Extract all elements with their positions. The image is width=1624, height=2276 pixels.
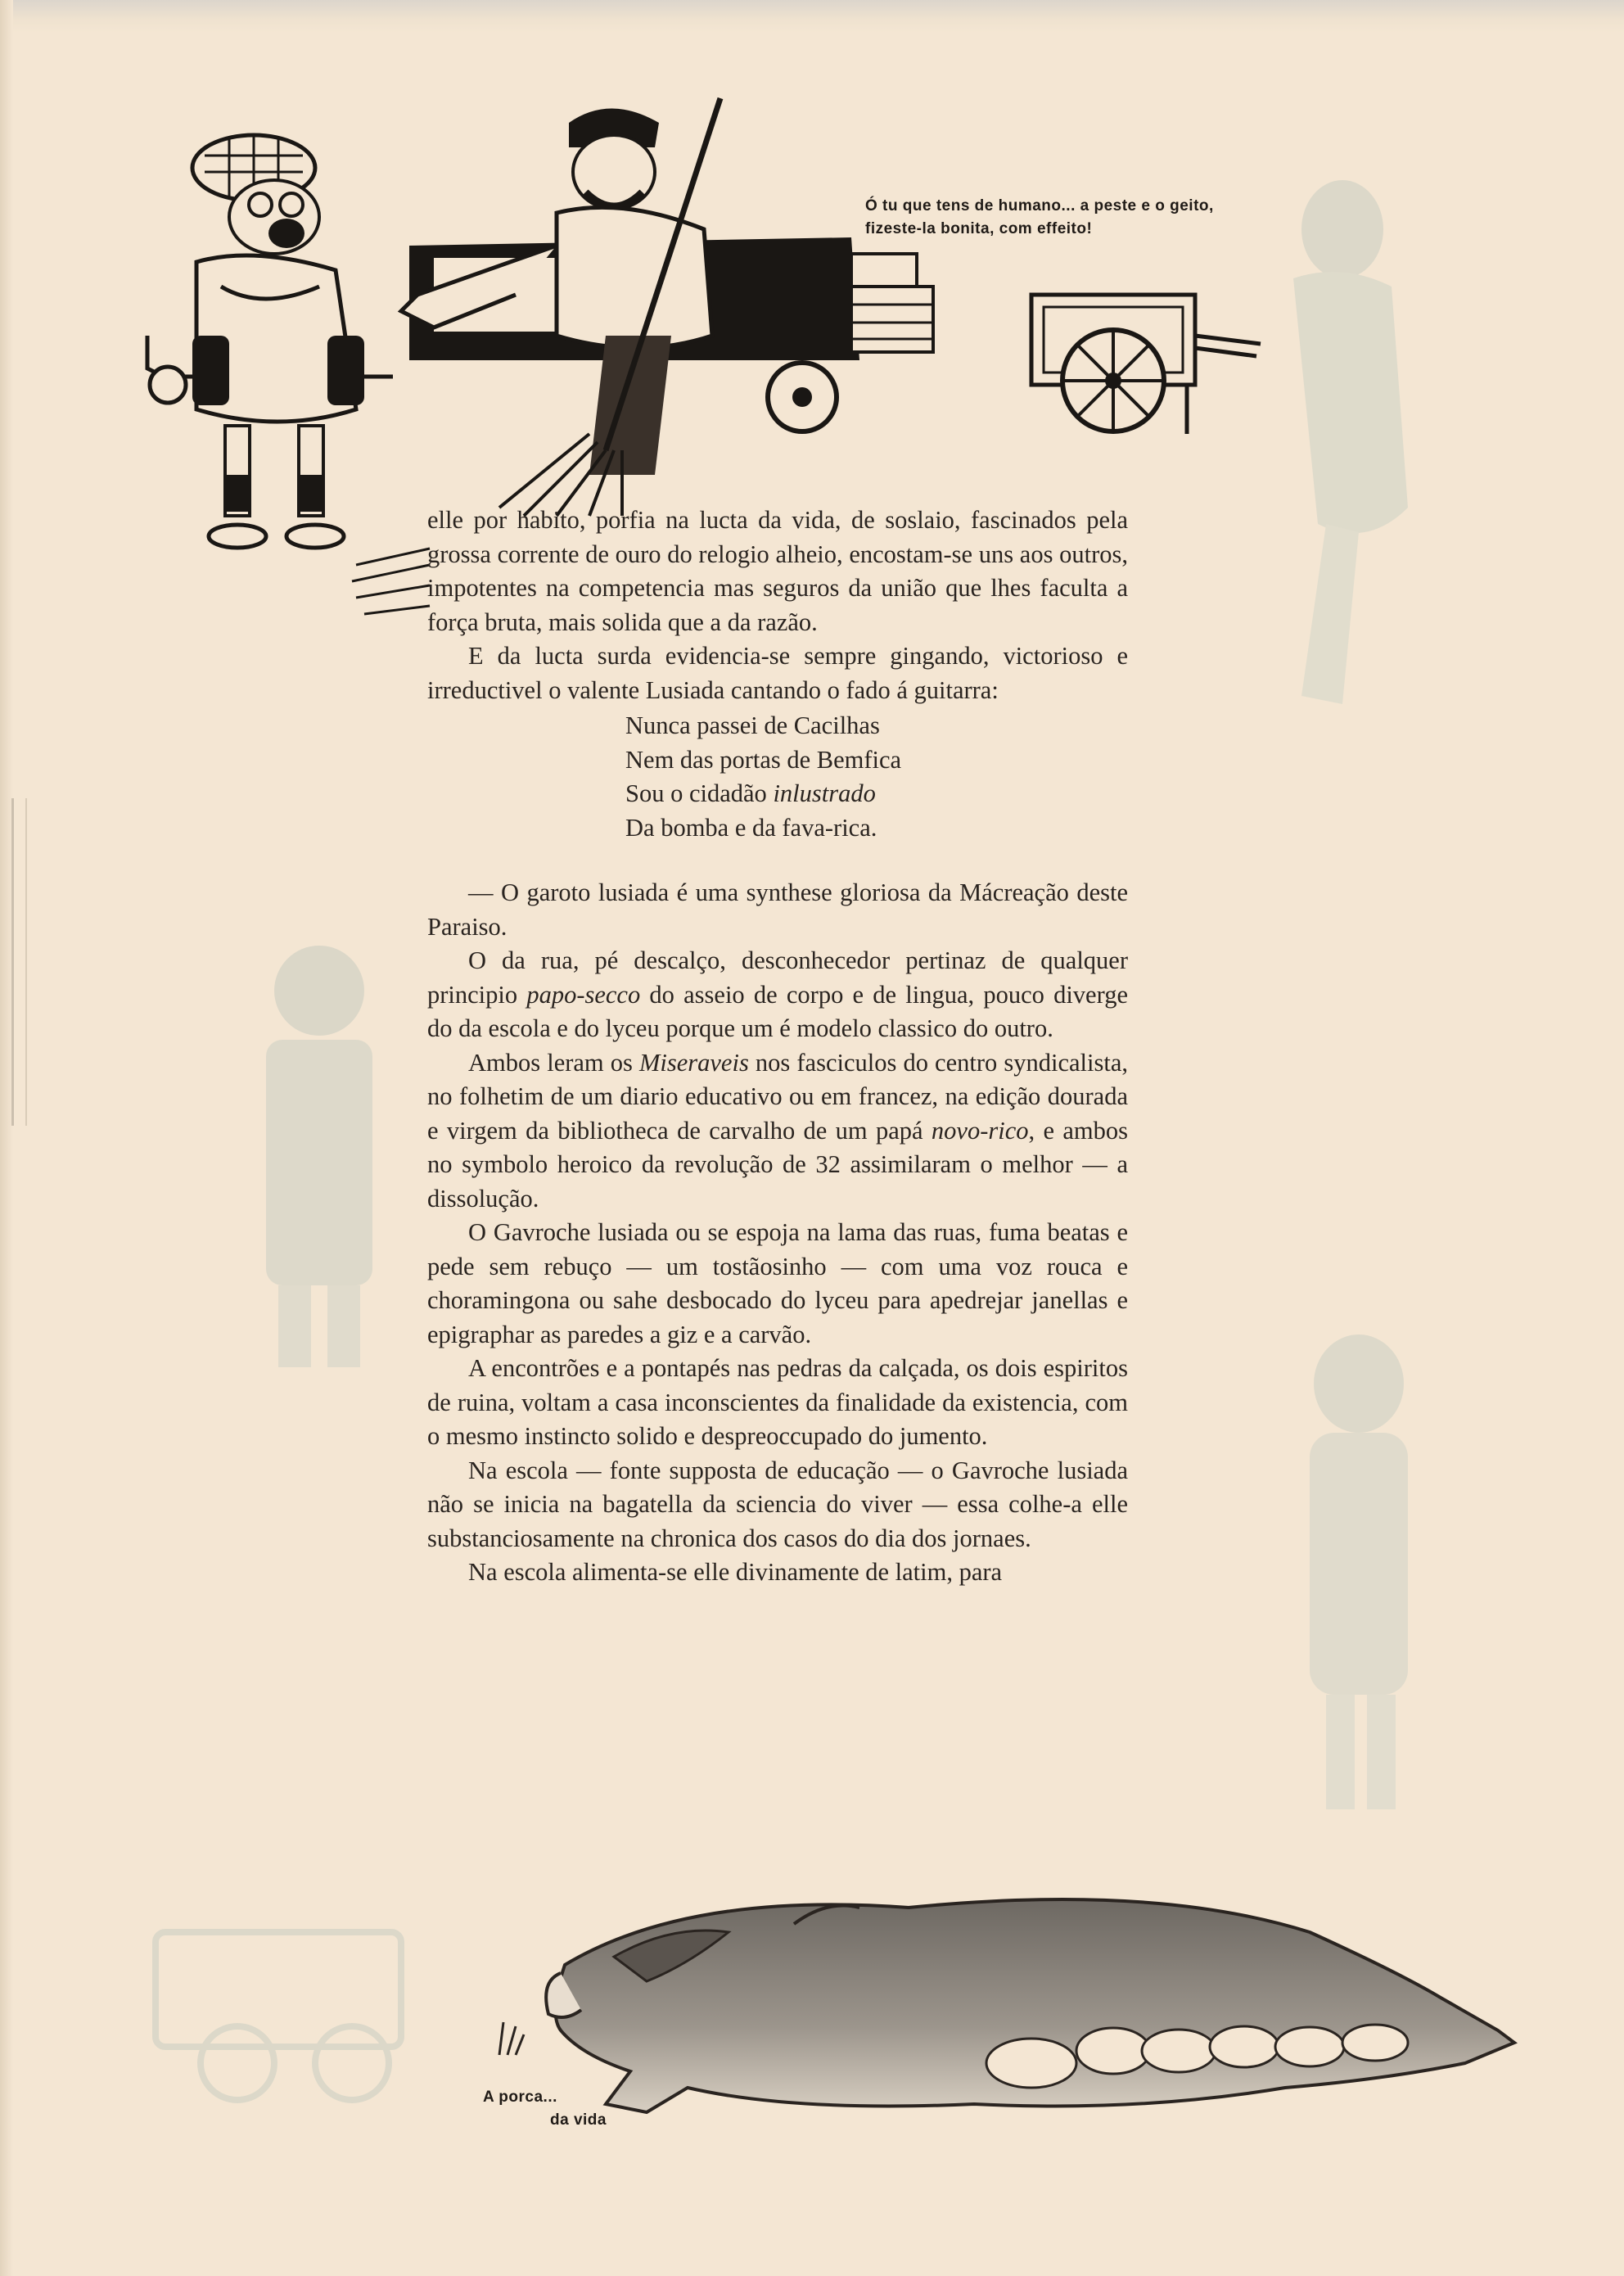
left-caricature bbox=[192, 135, 364, 548]
page-left-edge bbox=[0, 0, 13, 2276]
verse-line-2: Nem das portas de Bemfica bbox=[625, 745, 902, 774]
top-illustration bbox=[131, 90, 950, 557]
verse-line-3-text: Sou o cidadão bbox=[625, 779, 774, 807]
paragraph-5 bbox=[427, 1046, 1128, 1217]
top-caption-line-2: fizeste-la bonita, com effeito! bbox=[865, 220, 1093, 237]
verse-line-3-italic: inlustrado bbox=[773, 779, 876, 807]
paragraph-5-c: , e ambos no symbolo heroico da revolução de 32 assimilaram o melhor — a dissolução. bbox=[427, 1116, 1128, 1213]
show-through-figure-left bbox=[221, 925, 417, 1384]
verse-line-3 bbox=[625, 777, 1128, 811]
top-caption-line-1: Ó tu que tens de humano... a peste e o geito, bbox=[865, 197, 1214, 215]
paragraph-3: — O garoto lusiada é uma synthese gloriosa da Mácreação deste Paraiso. bbox=[427, 878, 1128, 941]
paragraph-4-b: do asseio de corpo e de lingua, pouco diverge do da escola e do lyceu porque um é modelo classico do outro. bbox=[427, 980, 1128, 1042]
sow-illustration bbox=[483, 1867, 1539, 2153]
bottom-caption bbox=[483, 2086, 607, 2132]
paragraph-1: elle por habito, porfia na lucta da vida, de soslaio, fascinados pela grossa corrente de ouro do relogio alheio, encostam-se uns aos outros, impotentes na competencia mas seguros da união que lhes faculta a força bruta, mais solida que a da razão. bbox=[427, 506, 1128, 636]
paragraph-2: E da lucta surda evidencia-se sempre gingando, victorioso e irreductivel o valente Lusiada cantando o fado á guitarra: bbox=[427, 642, 1128, 704]
verse-line-4: Da bomba e da fava-rica. bbox=[625, 813, 877, 842]
bottom-caption-line-2: da vida bbox=[550, 2111, 607, 2129]
binding-thread bbox=[11, 798, 27, 1126]
paragraph-5-a: Ambos leram os bbox=[468, 1048, 639, 1077]
hand-cart-illustration bbox=[1027, 287, 1265, 442]
page-top-edge bbox=[0, 0, 1624, 33]
paragraph-4 bbox=[427, 944, 1128, 1046]
show-through-cart-left bbox=[139, 1867, 483, 2112]
paragraph-4-a: O da rua, pé descalço, desconhecedor pertinaz de qualquer principio bbox=[427, 946, 1128, 1009]
paragraph-5-italic-1: Miseraveis bbox=[638, 1048, 749, 1077]
paragraph-9: Na escola alimenta-se elle divinamente de latim, para bbox=[468, 1558, 1003, 1586]
paragraph-7: A encontrões e a pontapés nas pedras da calçada, os dois espiritos de ruina, voltam a casa inconscientes da finalidade da existencia, com o mesmo instincto solido e despreoccupado do jumento. bbox=[427, 1354, 1128, 1450]
paragraph-4-italic: papo-secco bbox=[526, 980, 641, 1009]
paragraph-6: O Gavroche lusiada ou se espoja na lama das ruas, fuma beatas e pede sem rebuço — um tostãosinho — com uma voz rouca e choramingona ou sahe desbocado do lyceu para apedrejar janellas e epigraphar as paredes a giz e a carvão. bbox=[427, 1218, 1128, 1348]
paragraph-5-b: nos fasciculos do centro syndicalista, no folhetim de um diario educativo ou em francez, na edição dourada e virgem da bibliotheca de carvalho de um papá bbox=[427, 1048, 1128, 1145]
show-through-figure-lower-right bbox=[1261, 1326, 1457, 1834]
top-caption bbox=[865, 195, 1214, 241]
verse-line-1: Nunca passei de Cacilhas bbox=[625, 711, 880, 739]
speed-lines bbox=[348, 540, 438, 630]
fado-verse bbox=[625, 709, 1128, 845]
bottom-caption-line-1: A porca... bbox=[483, 2089, 557, 2106]
right-caricature bbox=[401, 98, 720, 516]
paragraph-5-italic-2: novo-rico bbox=[931, 1116, 1029, 1145]
article-body bbox=[427, 504, 1128, 1590]
show-through-figure-right bbox=[1244, 164, 1441, 737]
paragraph-8: Na escola — fonte supposta de educação — o Gavroche lusiada não se inicia na bagatella da sciencia do viver — essa colhe-a elle substanciosamente na chronica dos casos do dia dos jornaes. bbox=[427, 1456, 1128, 1552]
